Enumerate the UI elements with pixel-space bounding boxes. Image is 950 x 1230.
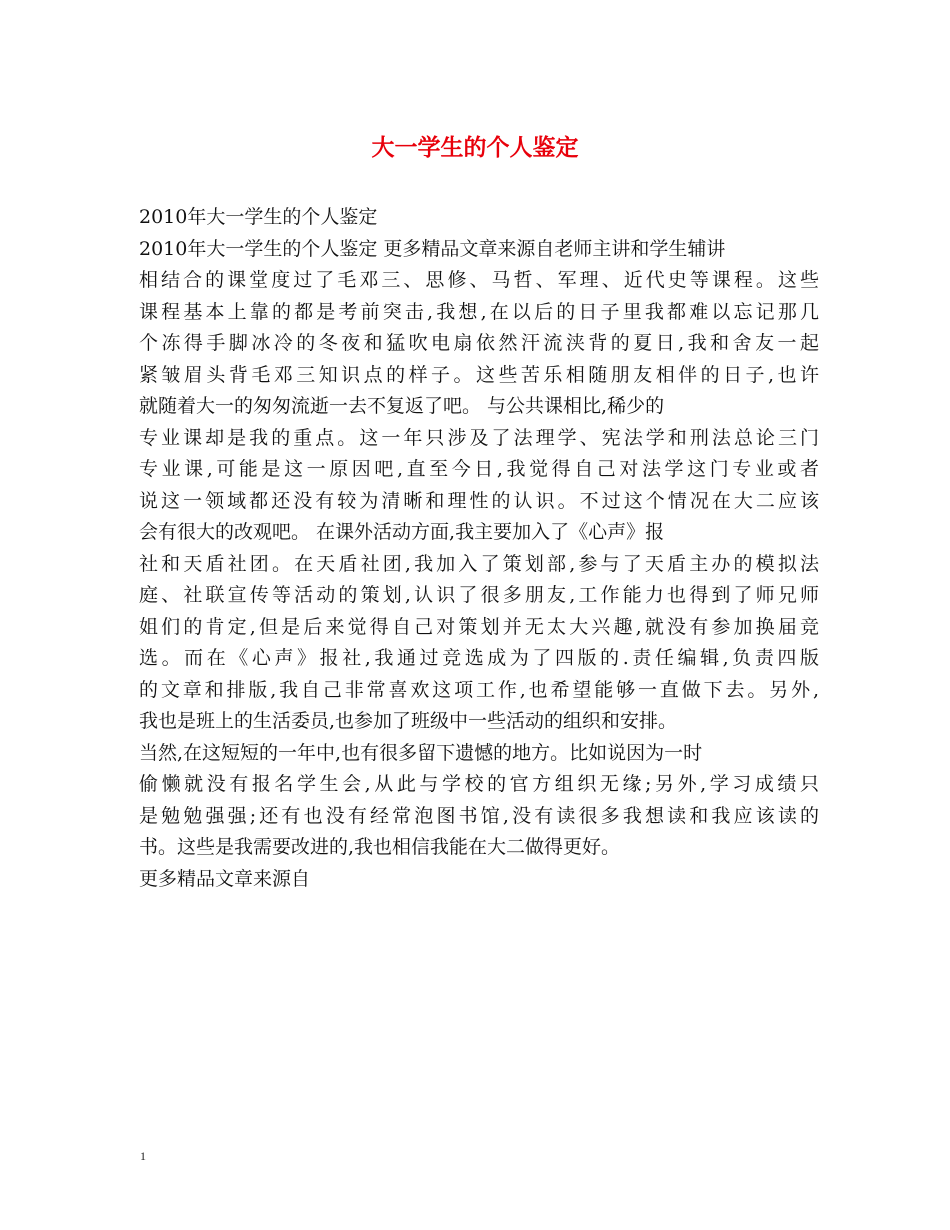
body-line: 紧皱眉头背毛邓三知识点的样子。这些苦乐相随朋友相伴的日子,也许 [139,363,819,386]
page-number: 1 [140,1149,146,1163]
body-line: 相结合的课堂度过了毛邓三、思修、马哲、军理、近代史等课程。这些 [139,269,819,291]
body-line: 当然,在这短短的一年中,也有很多留下遗憾的地方。比如说因为一时 [139,741,703,764]
body-line: 偷懒就没有报名学生会,从此与学校的官方组织无缘;另外,学习成绩只 [139,773,819,795]
body-line: 我也是班上的生活委员,也参加了班级中一些活动的组织和安排。 [139,710,678,732]
body-line: 社和天盾社团。在天盾社团,我加入了策划部,参与了天盾主办的模拟法 [139,552,819,575]
body-line: 课程基本上靠的都是考前突击,我想,在以后的日子里我都难以忘记那几 [139,300,819,323]
body-line: 选。而在《心声》报社,我通过竞选成为了四版的.责任编辑,负责四版 [139,647,819,669]
body-line: 2010年大一学生的个人鉴定 [139,206,378,228]
document-title: 大一学生的个人鉴定 [371,134,579,161]
body-line: 姐们的肯定,但是后来觉得自己对策划并无太大兴趣,就没有参加换届竞 [139,615,819,638]
body-line: 的文章和排版,我自己非常喜欢这项工作,也希望能够一直做下去。另外, [139,678,819,701]
body-line: 更多精品文章来源自 [139,867,311,890]
body-line: 庭、社联宣传等活动的策划,认识了很多朋友,工作能力也得到了师兄师 [139,584,819,606]
body-line: 专业课,可能是这一原因吧,直至今日,我觉得自己对法学这门专业或者 [139,458,819,480]
document-body [139,202,819,895]
body-line: 个冻得手脚冰冷的冬夜和猛吹电扇依然汗流浃背的夏日,我和舍友一起 [139,332,819,354]
body-line: 是勉勉强强;还有也没有经常泡图书馆,没有读很多我想读和我应该读的 [139,804,819,827]
body-line: 就随着大一的匆匆流逝一去不复返了吧。 与公共课相比,稀少的 [139,395,665,417]
body-line: 说这一领域都还没有较为清晰和理性的认识。不过这个情况在大二应该 [139,489,819,512]
body-line: 会有很大的改观吧。 在课外活动方面,我主要加入了《心声》报 [139,521,665,543]
body-line: 书。这些是我需要改进的,我也相信我能在大二做得更好。 [139,836,621,858]
body-line: 专业课却是我的重点。这一年只涉及了法理学、宪法学和刑法总论三门 [139,426,819,449]
body-line: 2010年大一学生的个人鉴定 更多精品文章来源自老师主讲和学生辅讲 [139,237,726,260]
